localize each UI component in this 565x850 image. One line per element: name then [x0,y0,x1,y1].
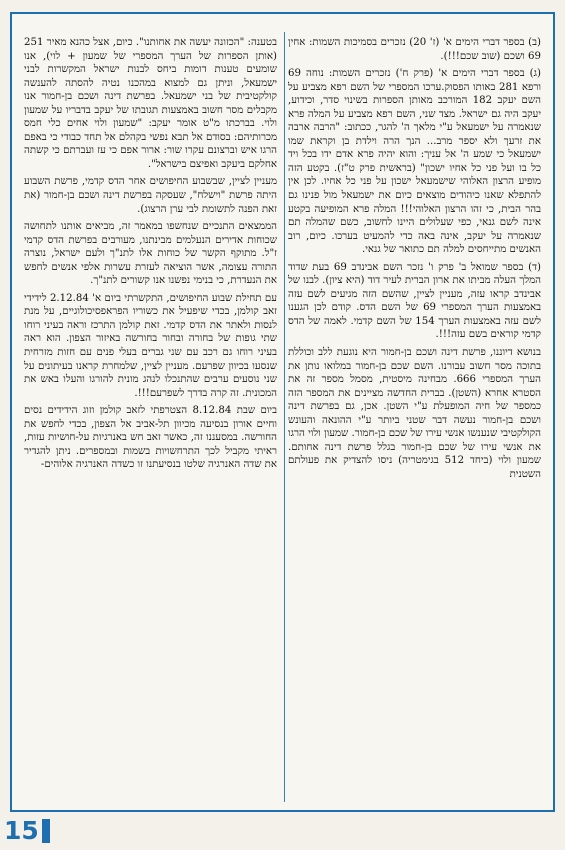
paragraph-d: (ד) בספר שמואל ב' פרק ו' נזכר השם אבינדב 69 בעת שדוד המלך העלה מביתו את ארון הברית לעיר דוד (היא ציון). לבנו של אבינדב קראו עזה, מעניין לציין, שהשם הזה מגיעים לשם עזה באמצעות הערך המספרי 69 של השם הדס. קודם לכן הגענו לשם עזה באמצעות הערך 154 של השם קדמי. לאמה של הדס קדמי קוראים בשם עזה!!!. [288,261,541,341]
left-column [24,36,277,800]
page-number-text: 15 [4,816,39,845]
paragraph-dina-shechem: בנושא דיוננו, פרשת דינה ושכם בן-חמור היא נוגעת ללב וכוללת בתוכה מסר חשוב עבורנו. השם שכם בן-חמור במלואו נותן את הערך המספרי 666. מבחינה מיסטית, מסמל מספר זה את הסטרא אחרא (השטן). בברית החדשה מציינים את המספר הזה כמספר של חיה המופעלת ע"י השטן. אכן, גם בפרשת דינה ושכם בן-חמור נעשה דבר שטני ביותר ע"י ההונאה והעונש הקולקטיבי שנענשו אנשי עירו של שכם בן-חמור. שמעון ולוי הרגו את אנשי עירו של שכם בן-חמור בגלל פרשת דינה אחותם. שמעון ולוי (ביחד 512 בגימטריה) ניסו להצדיק את פעולתם השטנית [288,347,541,480]
paragraph-jacob-blessing: בטענה: "הכזונה יעשה את אחותנו". כיום, אצל כהנא מאיר 251 (אותן הספרות של הערך המספרי של שמעון + לוי), אנו שומעים טענות דומות ביחס לבנות ישראל המקשרות לבני ישמעאל, וניתן גם למצוא במהכנו נטיה להסתה להענשה קולקטיבית של בני ישמעאל. בפרשת דינה ושכם בן-חמור אנו מקבלים מסר חשוב באמצעות תגובתו של יעקב בדבריו על שמעון ולוי. בברכתו מ"ט אומר יעקב: "שמעון ולוי אחים כלי חמס מכרותיהם: בסודם אל תבא נפשי בקהלם אל תחד כבודי כי באפם הרגו איש וברצונם עקרו שור: ארור אפם כי עז ועברתם כי קשתה אחלקם ביעקב ואפיצם בישראל". [24,37,277,170]
right-column [288,36,541,800]
page-number [4,816,50,845]
paragraph-b: (ב) בספר דברי הימים א' (ז' 20) נזכרים בסמיכות השמות: אחין 69 ושכם (שוב שכם!!!). [288,37,541,62]
paragraph-kolman-vision: עם תחילת שבוע החיפושים, התקשרתי ביום א' 2.12.84 לידידי זאב קולמן, בכדי שיפעיל את כשוריו הפראפסיכולוגיים, על מנת לנסות ולאתר את הדס קדמי. זאת קולמן התרכז וראה בעיני רוחו שתי גופות של בחורה ובחור בחורשה באיזור הצפון. הוא ראה בעיני רוחו גם רכב עם שני גברים בעלי פנים עם חזות מזרחית שנסעו בכיוון שפרעם. מעניין לציין, שלמחרת קראנו בעיתונים על שני נוסעים ערבים שהתנכלו לנהג מונית להורגו והעלו באש את המכונית. זה קרה בדרך לשפרעם!!!. [24,292,277,399]
article-frame [10,12,555,812]
paragraph-c: (ג) בספר דברי הימים א' (פרק ח') נזכרים השמות: נוחה 69 ורפא 281 באותו הפסוק.ערכו המספרי של השם רפא מצביע על השם יעקב 182 המורכב מאותן הספרות בשינוי סדר, וכידוע, יעקב היה גם ישראל. מצד שני, השם רפא מצביע על המלה פרא שנאמרה על ישמעאל ע"י מלאך ה' להגר, ככתוב: "הרבה ארבה את זרעך ולא יספר מרב... הנך הרה וילדת בן וקראת שמו ישמעאל כי שמע ה' אל עניך: והוא יהיה פרא אדם ידו בכל ויד כל בו ועל פני כל אחיו ישכון" (בראשית פרק ט"ז). בקטע הזה מופיע הרצון האלוהי שישמעאל ישכון על פני כל אחיו. לכן אין להתפלא שאנו כיהודים מוצאים כיום את ישמעאל מול פנינו גם בהר הבית, כי זהו הרצון האלוהי!!! המלה פרא המופיעה בקטע אינה לשם גנאי, כפי שעלולים היינו לחשוב, כשם שהמלה תם שנאמרה על יעקב, אינה באה כדי להמעיט בערכו. כיום, רוב האנשים מתייחסים למלה תם כתואר של גנאי. [288,68,541,256]
column-divider [284,32,285,802]
paragraph-findings: הממצאים התנכיים שנחשפו במאמר זה, מביאים אותנו לתחושה שכוחות אדירים הנעלמים מבינתנו, מעורבים בפרשת הדס קדמי ז"ל. מתוקף הקשר של כוחות אלו לתנ"ך ולעם ישראל, נוצרה התורה עצומה, אשר הוציאה לעזרת עשרות אלפי אנשים לחפש את הנעדרת, כי בנימי נפשנו אנו קשורים לתנ"ך. [24,221,277,287]
page-number-bar [42,819,50,843]
paragraph-north-trip: ביום שבת 8.12.84 הצטרפתי לזאב קולמן וזוג הידידים נסים וחיים אורון בנסיעה מכיוון תל-אביב אל הצפון, בכדי לחפש את החורשה. במסעננו זה, כאשר זאב חש באנרגיות על-חושיות עזות, ראיתי מקביל לכך התרחשויות בשמות ובמספרים. ניתן להגדיר את שדה האנרגיה שלטו בנסיעתנו זו כשדה האנרגיה אלוהים- [24,405,277,471]
paragraph-search-week: מעניין לציין, שבשבוע החיפושים אחר הדס קדמי, פרשת השבוע היתה פרשת "וישלח", שעסקה בפרשת דינה ושכם בן-חמור (את זאת הפנה לתשומת לבי ערן הרצוג). [24,176,277,215]
